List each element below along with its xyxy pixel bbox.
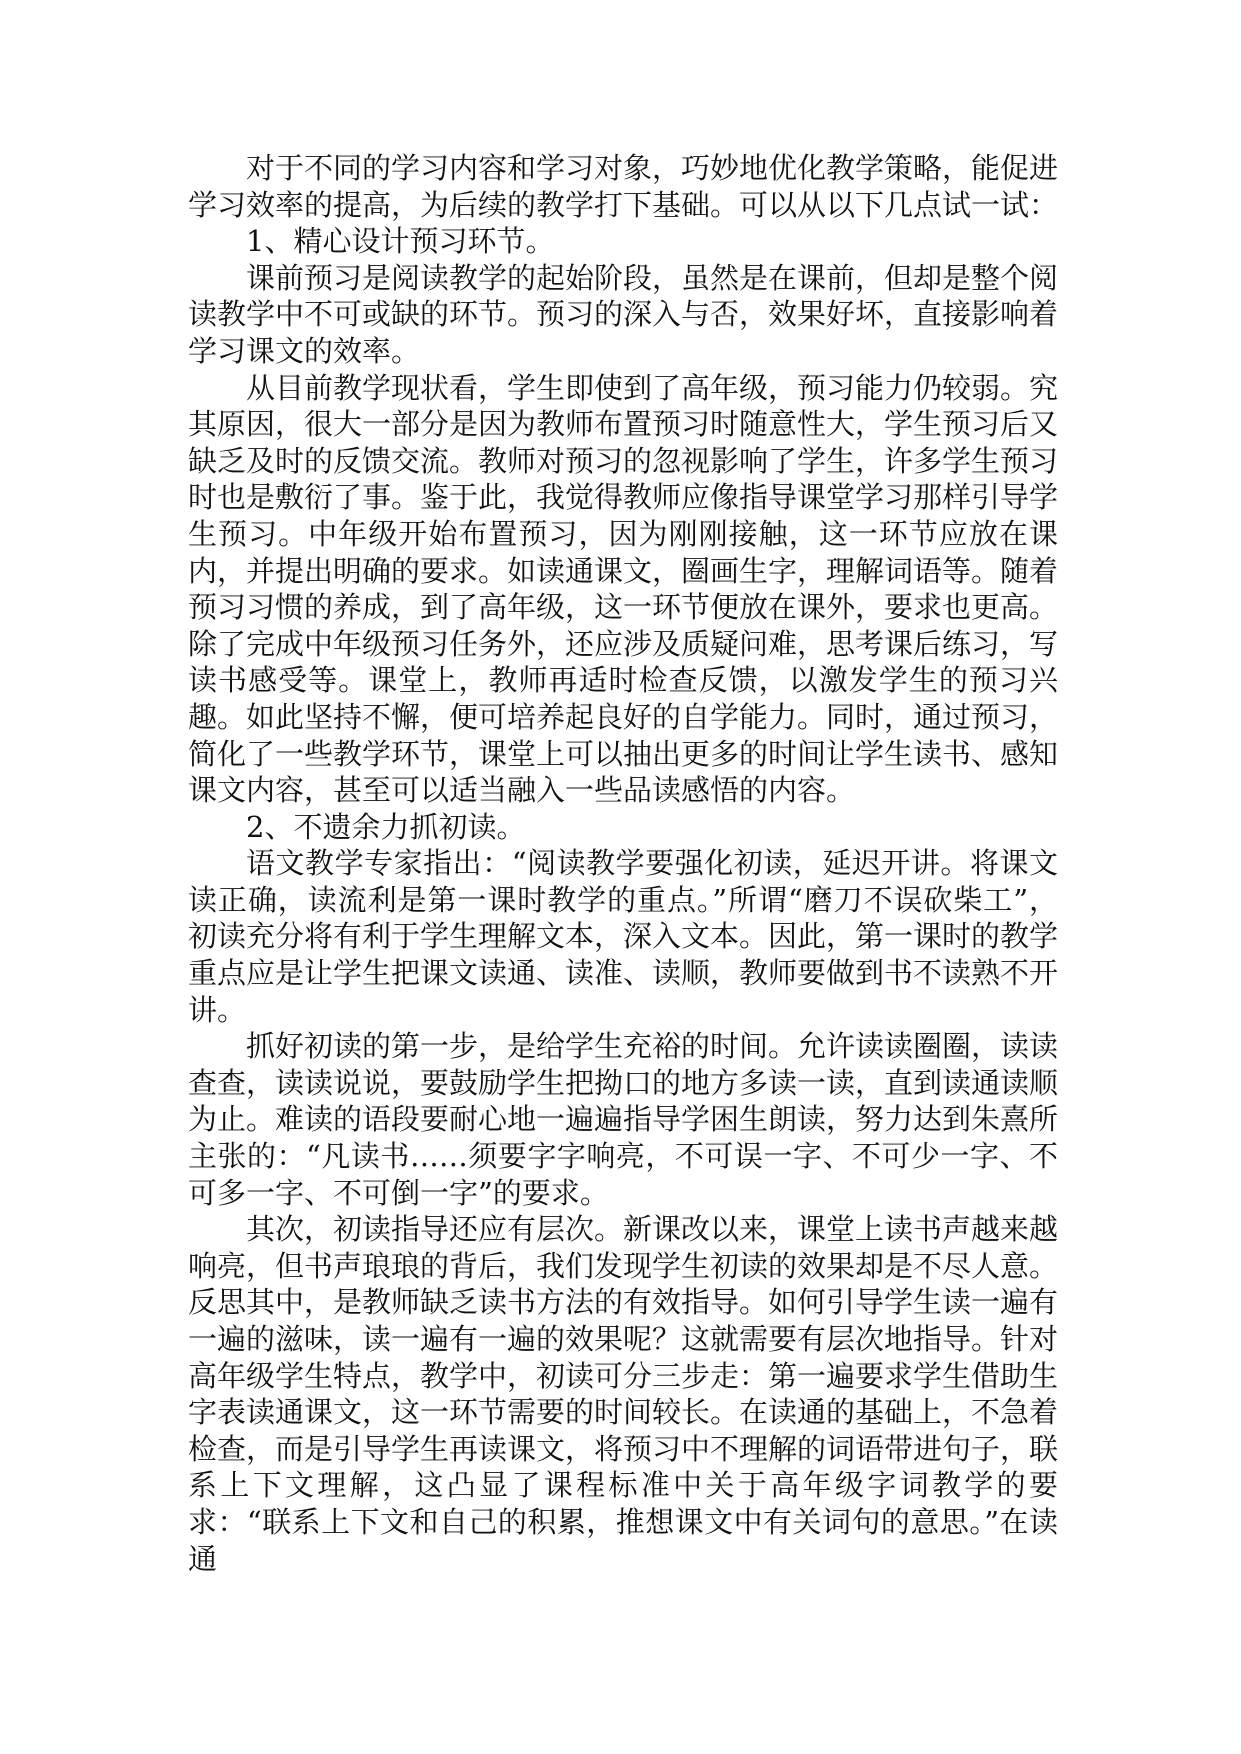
heading-first-reading-section: 2、不遗余力抓初读。 [246, 809, 526, 844]
heading-preview-section: 1、精心设计预习环节。 [246, 224, 555, 259]
paragraph-reading-levels: 其次，初读指导还应有层次。新课改以来，课堂上读书声越来越响亮，但书声琅琅的背后，我们发现学生初读的效果却是不尽人意。反思其中，是教师缺乏读书方法的有效指导。如何引导学生读一遍有一遍的滋味，读一遍有一遍的效果呢？这就需要有层次地指导。针对高年级学生特点，教学中，初读可分三步走：第一遍要求学生借助生字表读通课文，这一环节需要的时间较长。在读通的基础上，不急着检查，而是引导学生再读课文，将预习中不理解的词语带进句子，联系上下文理解，这凸显了课程标准中关于高年级字词教学的要求：“联系上下文和自己的积累，推想课文中有关词句的意思。”在读通 [188, 1212, 1059, 1576]
paragraph-intro: 对于不同的学习内容和学习对象，巧妙地优化教学策略，能促进学习效率的提高，为后续的教学打下基础。可以从以下几点试一试： [188, 151, 1059, 222]
paragraph-preview-current-state: 从目前教学现状看，学生即使到了高年级，预习能力仍较弱。究其原因，很大一部分是因为教师布置预习时随意性大，学生预习后又缺乏及时的反馈交流。教师对预习的忽视影响了学生，许多学生预习时也是敷衍了事。鉴于此，我觉得教师应像指导课堂学习那样引导学生预习。中年级开始布置预习，因为刚刚接触，这一环节应放在课内，并提出明确的要求。如读通课文，圈画生字，理解词语等。随着预习习惯的养成，到了高年级，这一环节便放在课外，要求也更高。除了完成中年级预习任务外，还应涉及质疑问难，思考课后练习，写读书感受等。课堂上，教师再适时检查反馈，以激发学生的预习兴趣。如此坚持不懈，便可培养起良好的自学能力。同时，通过预习，简化了一些教学环节，课堂上可以抽出更多的时间让学生读书、感知课文内容，甚至可以适当融入一些品读感悟的内容。 [188, 370, 1059, 808]
document-body [188, 150, 1058, 1577]
paragraph-preview-importance: 课前预习是阅读教学的起始阶段，虽然是在课前，但却是整个阅读教学中不可或缺的环节。预习的深入与否，效果好坏，直接影响着学习课文的效率。 [188, 260, 1059, 368]
paragraph-first-step: 抓好初读的第一步，是给学生充裕的时间。允许读读圈圈，读读查查，读读说说，要鼓励学生把拗口的地方多读一读，直到读通读顺为止。难读的语段要耐心地一遍遍指导学困生朗读，努力达到朱熹所主张的：“凡读书……须要字字响亮，不可误一字、不可少一字、不可多一字、不可倒一字”的要求。 [188, 1029, 1059, 1210]
paragraph-expert-opinion: 语文教学专家指出：“阅读教学要强化初读，延迟开讲。将课文读正确，读流利是第一课时教学的重点。”所谓“磨刀不误砍柴工”，初读充分将有利于学生理解文本，深入文本。因此，第一课时的教学重点应是让学生把课文读通、读准、读顺，教师要做到书不读熟不开讲。 [188, 846, 1059, 1027]
